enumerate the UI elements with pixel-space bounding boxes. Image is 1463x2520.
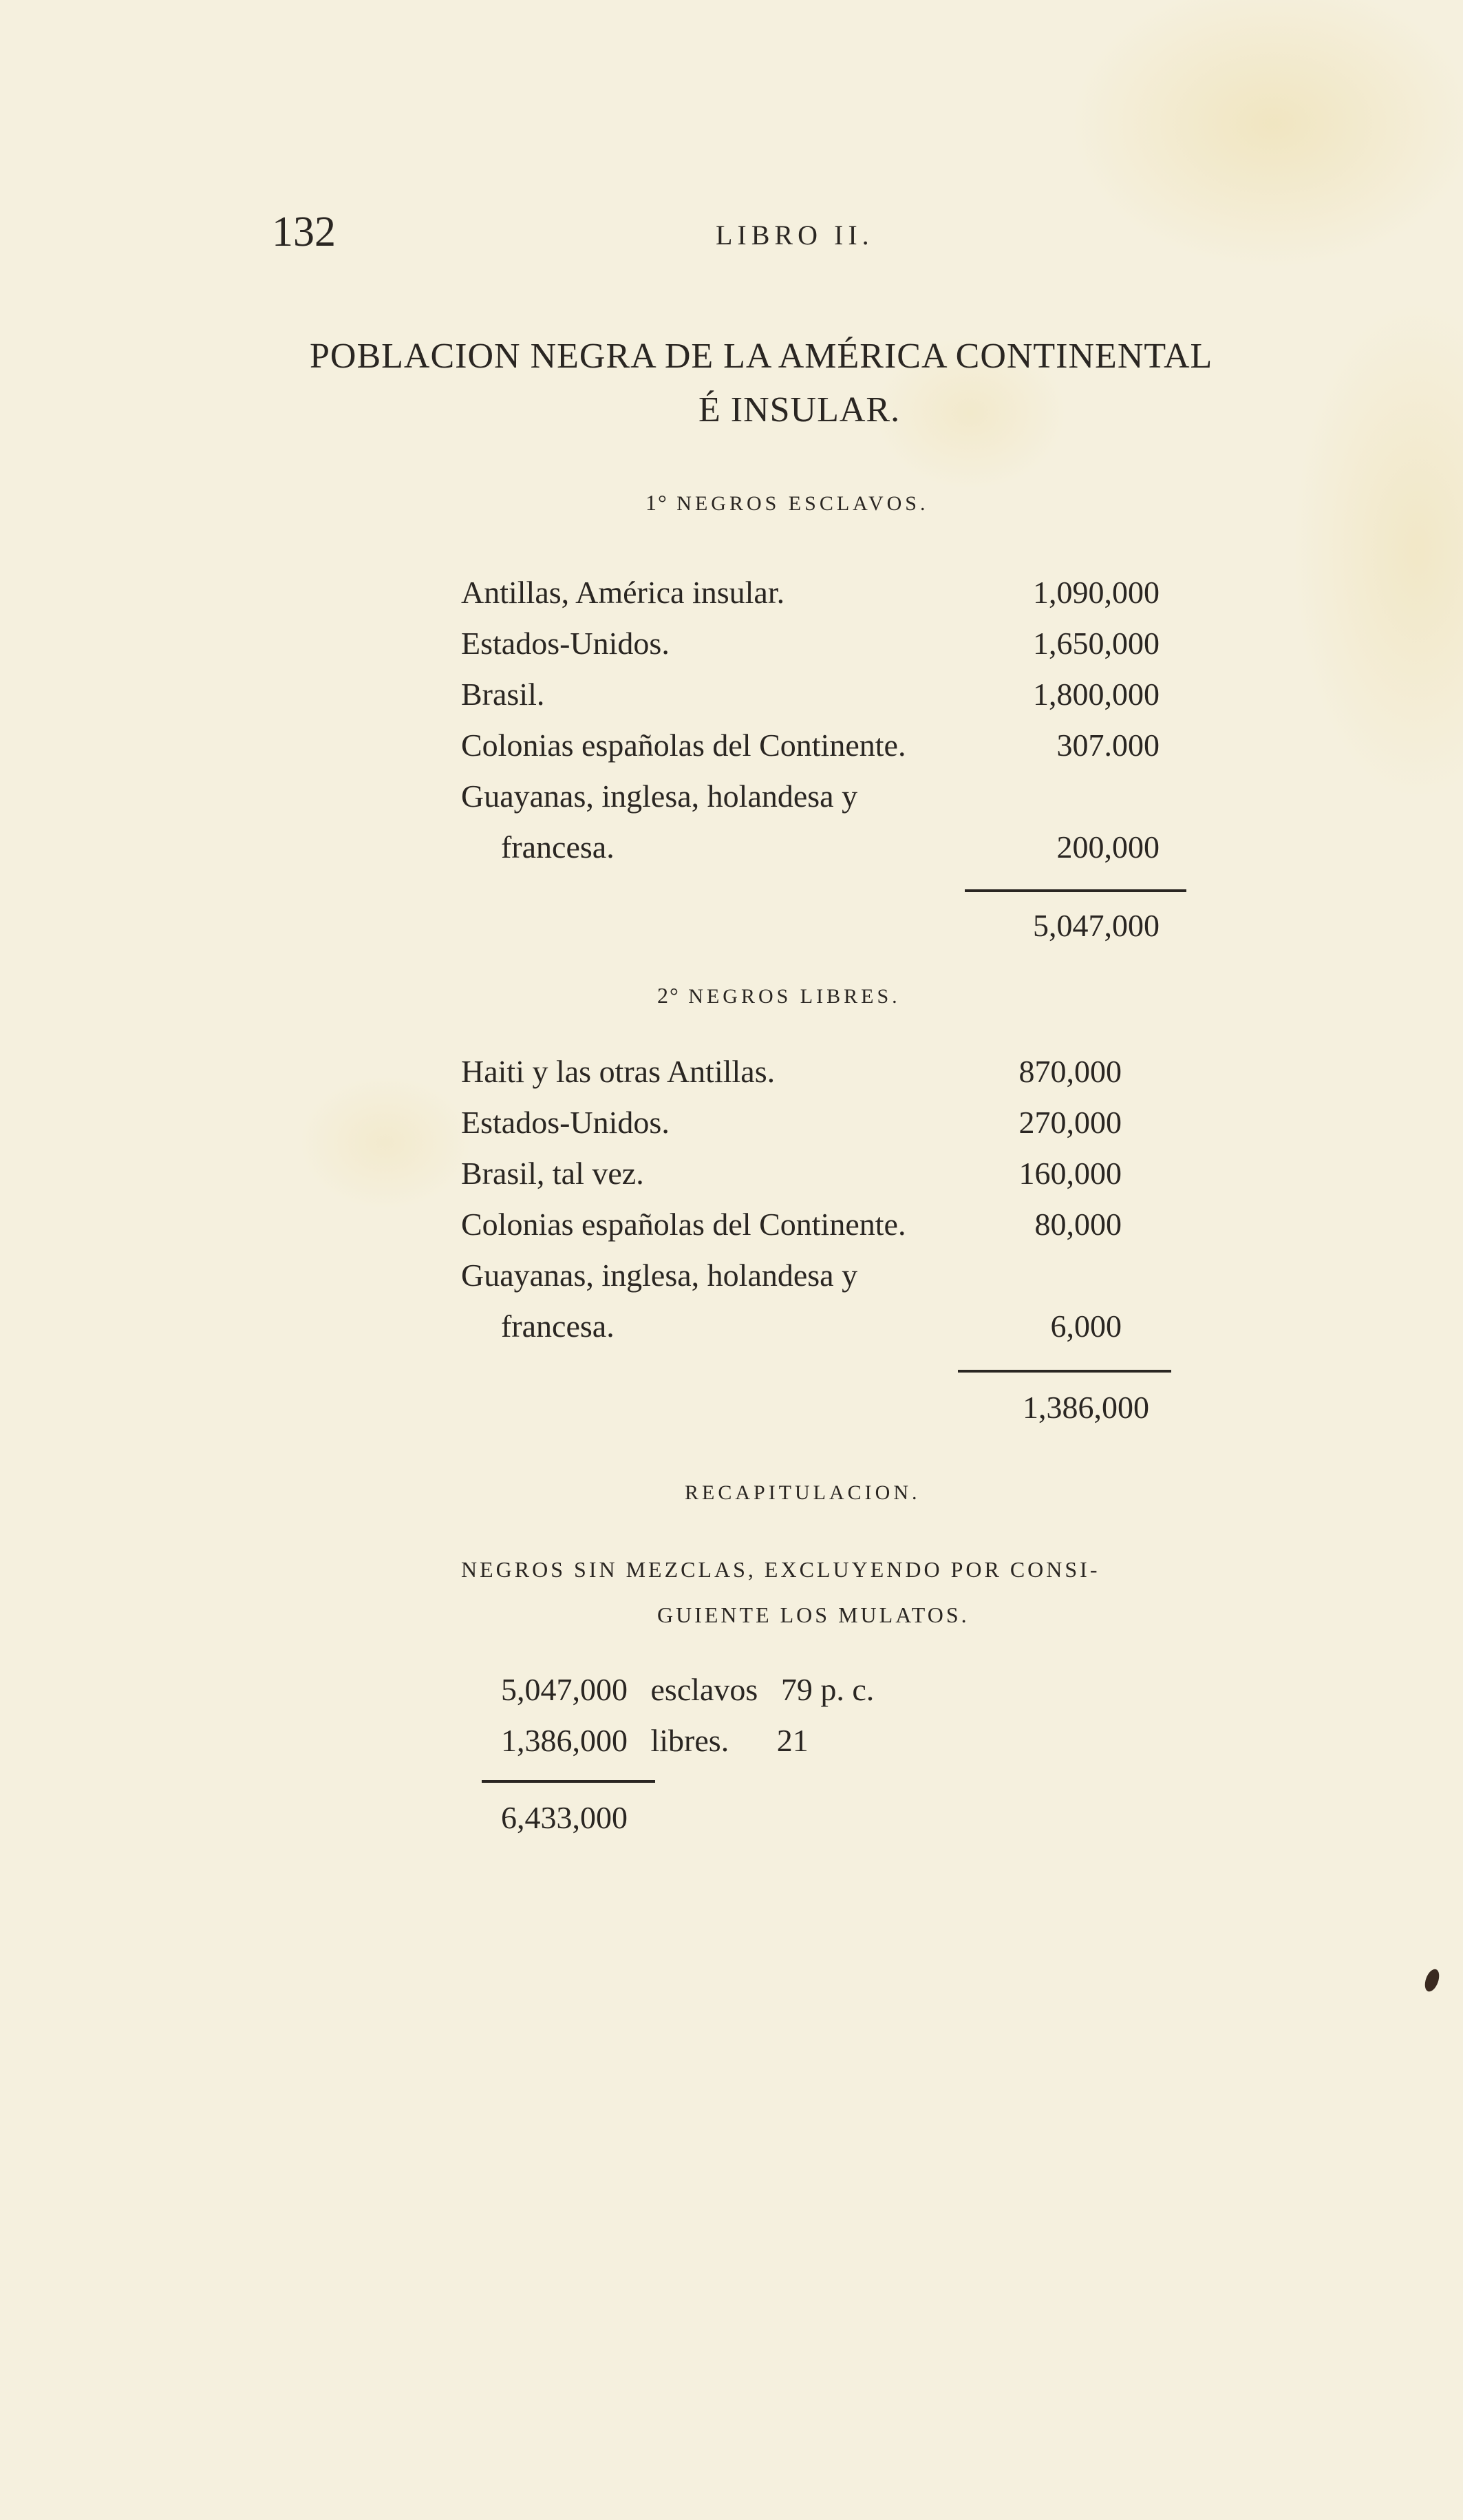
running-head: LIBRO II.	[716, 220, 874, 251]
recap-label: libres.	[650, 1723, 729, 1758]
slaves-row-label: Estados-Unidos.	[461, 626, 670, 661]
section-title: NEGROS ESCLAVOS.	[676, 492, 929, 515]
section-number: 1°	[645, 490, 668, 515]
recap-percent: 21	[776, 1723, 809, 1758]
free-row-value: 160,000	[1018, 1156, 1122, 1191]
recap-subheading-line-1: NEGROS SIN MEZCLAS, EXCLUYENDO POR CONSI-	[461, 1557, 1100, 1582]
recap-percent: 79 p. c.	[780, 1672, 875, 1707]
free-row-value: 80,000	[1034, 1207, 1122, 1242]
slaves-total: 5,047,000	[1033, 908, 1160, 943]
recap-amount: 1,386,000	[501, 1723, 628, 1758]
ink-blot	[1422, 1967, 1442, 1993]
free-row-label: Colonias españolas del Continente.	[461, 1207, 906, 1242]
recap-row	[501, 1722, 809, 1759]
recap-heading: RECAPITULACION.	[685, 1481, 921, 1504]
free-row-value: 870,000	[1018, 1054, 1122, 1089]
free-total: 1,386,000	[1023, 1390, 1149, 1425]
page-title-line-2: É INSULAR.	[698, 390, 901, 430]
section-heading-free	[657, 983, 901, 1008]
sum-rule	[958, 1370, 1171, 1373]
section-title: NEGROS LIBRES.	[688, 985, 901, 1008]
slaves-row-value: 1,090,000	[1033, 575, 1160, 610]
section-number: 2°	[657, 983, 680, 1008]
recap-row	[501, 1671, 874, 1708]
slaves-row-label: Guayanas, inglesa, holandesa y	[461, 779, 858, 814]
slaves-row-label: Colonias españolas del Continente.	[461, 728, 906, 763]
slaves-row-value: 200,000	[1056, 829, 1160, 865]
recap-amount: 5,047,000	[501, 1672, 628, 1707]
free-row-value: 270,000	[1018, 1105, 1122, 1140]
free-row-label: Brasil, tal vez.	[461, 1156, 644, 1191]
page-number: 132	[272, 209, 336, 255]
slaves-row-label: Brasil.	[461, 677, 545, 712]
free-row-label: Estados-Unidos.	[461, 1105, 670, 1140]
recap-subheading-line-2: GUIENTE LOS MULATOS.	[657, 1602, 970, 1627]
recap-label: esclavos	[650, 1672, 758, 1707]
slaves-row-value: 1,800,000	[1033, 677, 1160, 712]
slaves-row-value: 1,650,000	[1033, 626, 1160, 661]
page-title-line-1: POBLACION NEGRA DE LA AMÉRICA CONTINENTAL	[310, 337, 1213, 376]
free-row-label: Guayanas, inglesa, holandesa y	[461, 1258, 858, 1293]
slaves-row-label: Antillas, América insular.	[461, 575, 785, 610]
slaves-row-label: francesa.	[501, 829, 615, 865]
section-heading-slaves	[645, 490, 928, 516]
free-row-value: 6,000	[1050, 1309, 1122, 1344]
free-row-label: Haiti y las otras Antillas.	[461, 1054, 776, 1089]
sum-rule	[482, 1780, 655, 1783]
recap-total: 6,433,000	[501, 1800, 628, 1835]
sum-rule	[965, 889, 1186, 892]
free-row-label: francesa.	[501, 1309, 615, 1344]
slaves-row-value: 307.000	[1056, 728, 1160, 763]
